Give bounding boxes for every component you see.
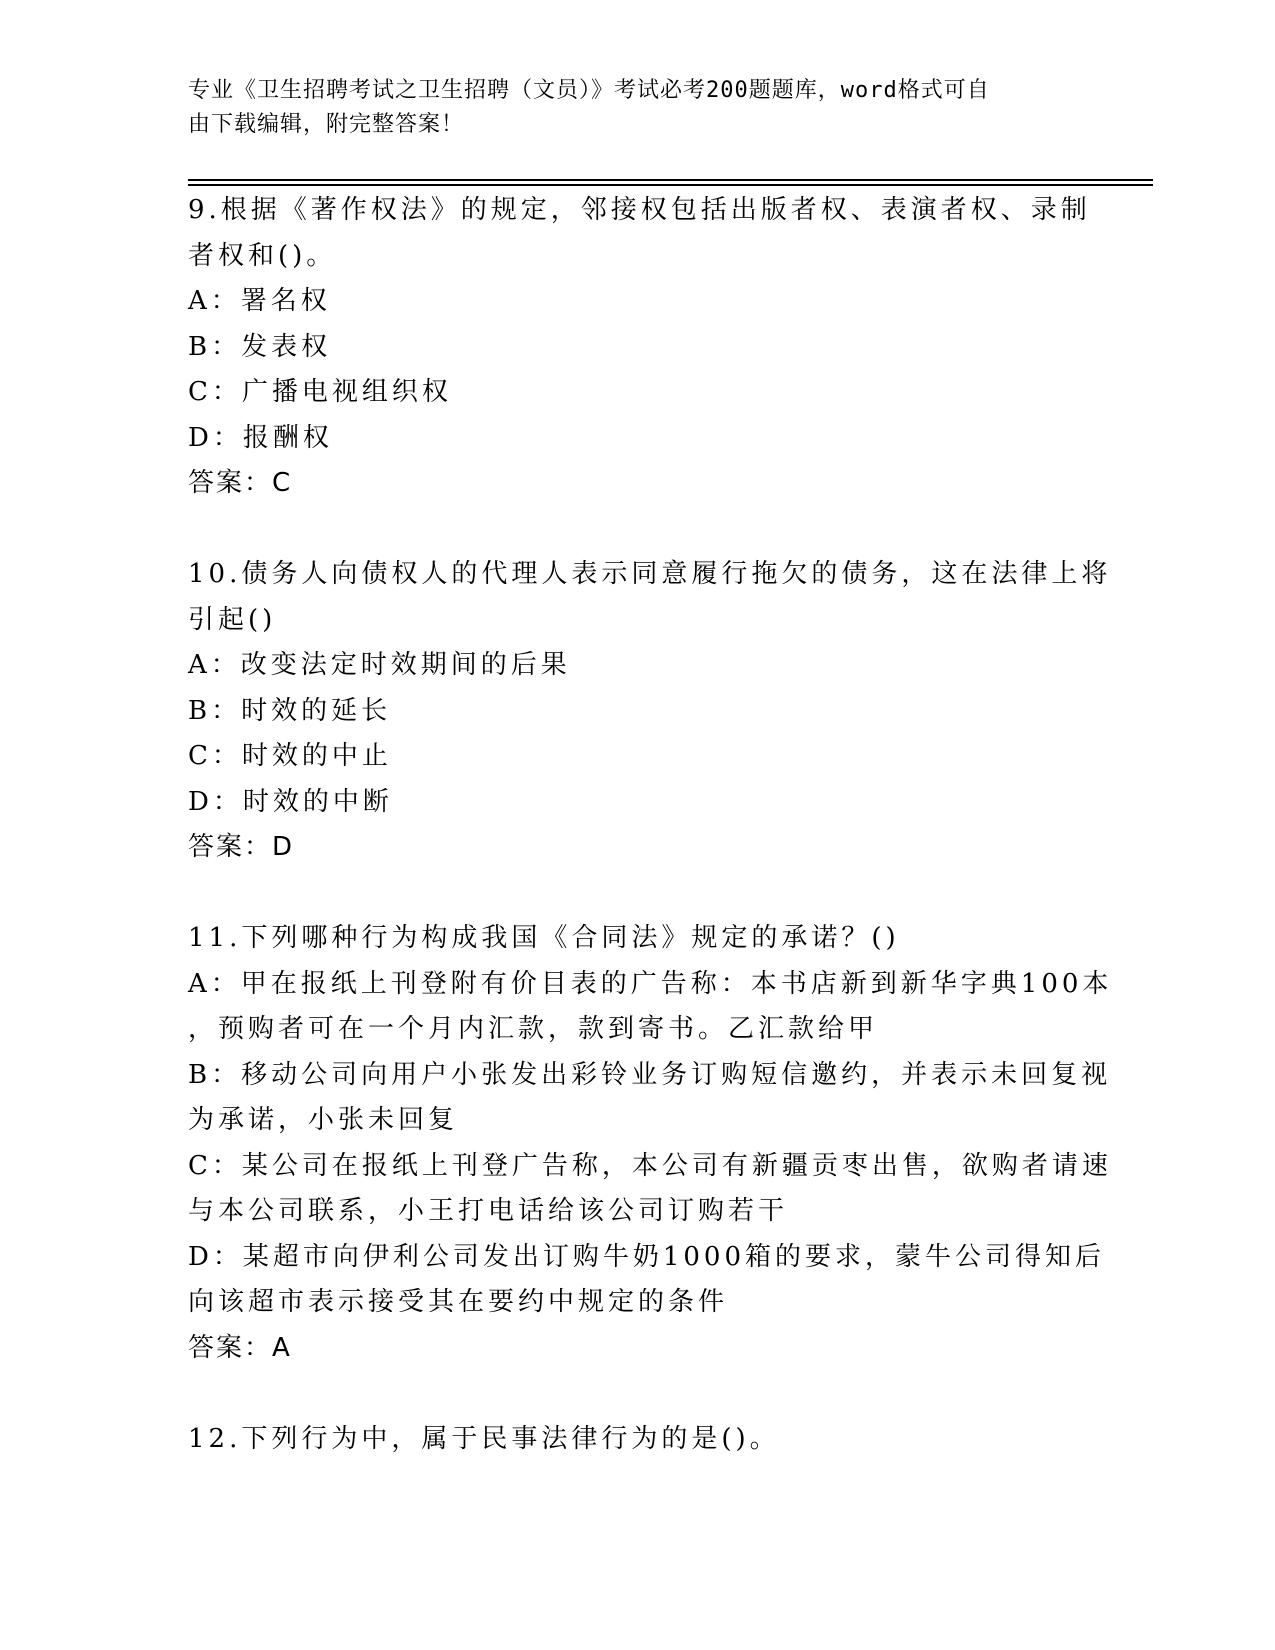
question-stem: 者权和()。 <box>188 240 337 271</box>
option-c: C：广播电视组织权 <box>188 377 452 407</box>
question-stem: 11.下列哪种行为构成我国《合同法》规定的承诺？() <box>188 923 900 953</box>
option-b: B：时效的延长 <box>188 695 392 726</box>
answer: 答案：A <box>188 1332 292 1363</box>
option-c: C：某公司在报纸上刊登广告称，本公司有新疆贡枣出售，欲购者请速 <box>188 1150 1112 1181</box>
option-b: B：发表权 <box>188 331 332 362</box>
question-stem: 引起() <box>188 604 277 635</box>
question-12 <box>188 1417 1078 1463</box>
question-stem: 9.根据《著作权法》的规定，邻接权包括出版者权、表演者权、录制 <box>188 195 1091 225</box>
option-d: D：时效的中断 <box>188 786 393 817</box>
option-a: A：改变法定时效期间的后果 <box>188 650 571 680</box>
option-a-continued: ，预购者可在一个月内汇款，款到寄书。乙汇款给甲 <box>188 1014 879 1044</box>
answer: 答案：D <box>188 832 295 862</box>
option-a: A：署名权 <box>188 286 331 316</box>
spacer <box>188 507 1078 553</box>
header-line-1: 专业《卫生招聘考试之卫生招聘（文员）》考试必考200题题库，word格式可自 <box>188 78 990 103</box>
question-10 <box>188 552 1112 871</box>
question-list <box>188 188 1113 1462</box>
question-11 <box>188 916 1113 1371</box>
header-divider-bottom <box>188 184 1153 186</box>
question-stem: 12.下列行为中，属于民事法律行为的是()。 <box>188 1423 780 1454</box>
header-divider-top <box>188 179 1153 181</box>
option-b-continued: 为承诺，小张未回复 <box>188 1105 459 1135</box>
option-c: C：时效的中止 <box>188 741 392 771</box>
option-b: B：移动公司向用户小张发出彩铃业务订购短信邀约，并表示未回复视 <box>188 1059 1112 1090</box>
option-d-continued: 向该超市表示接受其在要约中规定的条件 <box>188 1287 729 1317</box>
spacer <box>188 871 1078 917</box>
option-c-continued: 与本公司联系，小王打电话给该公司订购若干 <box>188 1196 789 1226</box>
spacer <box>188 1371 1078 1417</box>
header-line-2: 由下载编辑，附完整答案！ <box>188 112 465 137</box>
answer: 答案：C <box>188 468 293 498</box>
option-d: D：某超市向伊利公司发出订购牛奶1000箱的要求，蒙牛公司得知后 <box>188 1241 1106 1272</box>
option-a: A：甲在报纸上刊登附有价目表的广告称：本书店新到新华字典100本 <box>188 968 1113 999</box>
option-d: D：报酬权 <box>188 422 333 453</box>
question-stem: 10.债务人向债权人的代理人表示同意履行拖欠的债务，这在法律上将 <box>188 559 1112 589</box>
question-9 <box>188 188 1091 507</box>
document-header <box>188 74 1068 142</box>
